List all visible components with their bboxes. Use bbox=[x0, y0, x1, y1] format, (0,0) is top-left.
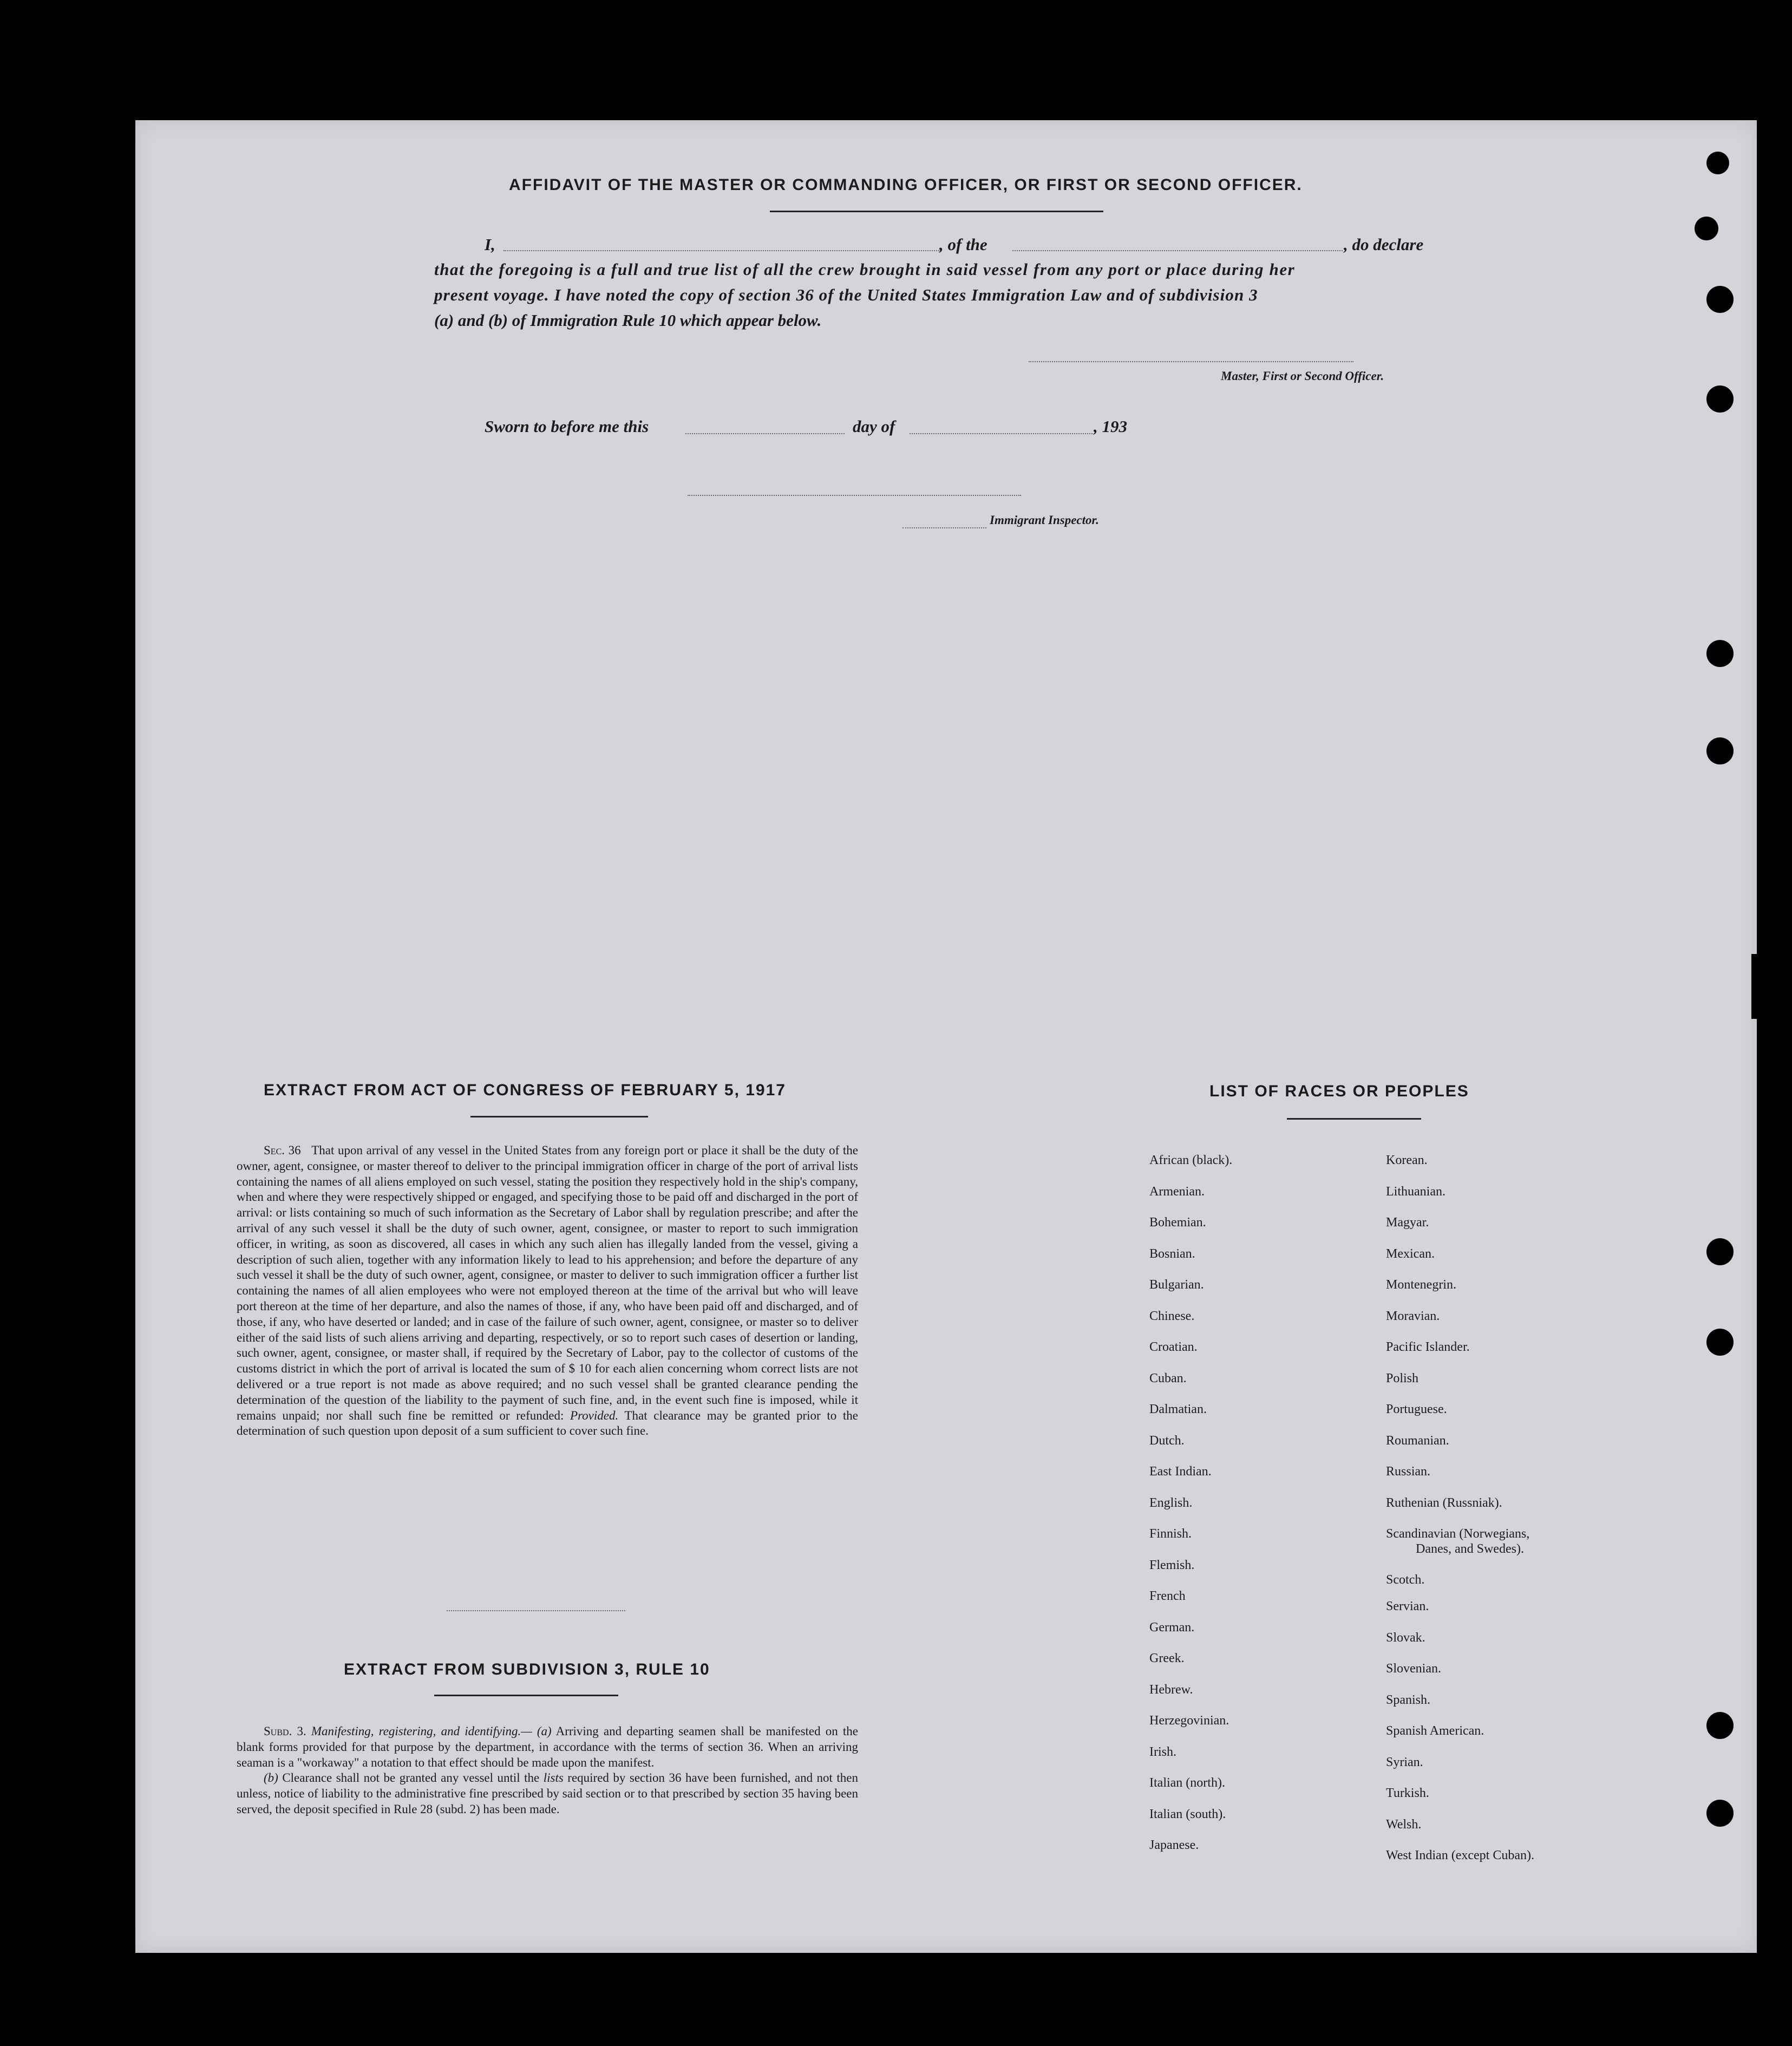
affidavit-declare: , do declare bbox=[1344, 235, 1424, 254]
race-item: Cuban. bbox=[1149, 1371, 1187, 1385]
signature-line bbox=[1029, 361, 1353, 362]
inspector-label: Immigrant Inspector. bbox=[990, 513, 1099, 527]
race-item: Bulgarian. bbox=[1149, 1278, 1204, 1292]
subd-heading: Manifesting, registering, and identifying.— (a) bbox=[311, 1724, 552, 1738]
race-item: Finnish. bbox=[1149, 1527, 1192, 1541]
punch-hole bbox=[1706, 1329, 1734, 1356]
signature-label: Master, First or Second Officer. bbox=[1221, 369, 1384, 383]
race-item: Croatian. bbox=[1149, 1340, 1198, 1354]
race-item: Dutch. bbox=[1149, 1433, 1185, 1448]
punch-hole bbox=[1706, 385, 1734, 413]
punch-hole bbox=[1706, 640, 1734, 667]
punch-hole bbox=[1706, 1238, 1734, 1265]
race-item: Servian. bbox=[1386, 1599, 1429, 1613]
races-right-column bbox=[1386, 1153, 1592, 1879]
race-item: Polish bbox=[1386, 1371, 1419, 1385]
para-a-text: Arriving and departing seamen shall be manifested on the blank forms provided for that purpose by the department, in accordance with the terms of section 36. When an arriving seaman is a "workaway" a notation to that effect should be made upon the manifest. bbox=[237, 1724, 858, 1769]
b-label: (b) bbox=[264, 1771, 278, 1785]
race-item: Turkish. bbox=[1386, 1786, 1429, 1800]
rule-subdivision-3 bbox=[237, 1724, 858, 1818]
race-item: Roumanian. bbox=[1386, 1433, 1449, 1448]
race-item: West Indian (except Cuban). bbox=[1386, 1848, 1534, 1862]
races-title: LIST OF RACES OR PEOPLES bbox=[1209, 1082, 1469, 1100]
punch-hole bbox=[1706, 737, 1734, 764]
punch-hole bbox=[1695, 217, 1718, 240]
races-title-rule bbox=[1287, 1118, 1421, 1120]
race-item: Pacific Islander. bbox=[1386, 1340, 1470, 1354]
race-item: Welsh. bbox=[1386, 1817, 1422, 1832]
punch-hole bbox=[1706, 152, 1729, 174]
section-divider bbox=[447, 1610, 625, 1611]
race-item: Ruthenian (Russniak). bbox=[1386, 1495, 1502, 1510]
punch-hole bbox=[1706, 1712, 1734, 1739]
race-item: Spanish American. bbox=[1386, 1724, 1484, 1738]
inspector-line-lead bbox=[902, 527, 986, 528]
affidavit-of-the: , of the bbox=[939, 235, 987, 254]
race-item: German. bbox=[1149, 1620, 1195, 1635]
race-item: Russian. bbox=[1386, 1465, 1431, 1479]
race-item: Mexican. bbox=[1386, 1246, 1435, 1261]
sworn-day-of: day of bbox=[853, 417, 895, 436]
affidavit-text-line: present voyage. I have noted the copy of section 36 of the United States Immigration Law and of subdivision 3 bbox=[434, 285, 1258, 304]
edge-damage bbox=[1751, 954, 1757, 1019]
affidavit-i: I, bbox=[485, 235, 495, 254]
race-item: Italian (north). bbox=[1149, 1776, 1225, 1790]
affidavit-text-line: that the foregoing is a full and true list of all the crew brought in said vessel from any port or place during her bbox=[434, 260, 1296, 279]
race-item: East Indian. bbox=[1149, 1465, 1212, 1479]
race-item: Italian (south). bbox=[1149, 1807, 1226, 1821]
race-item: Armenian. bbox=[1149, 1184, 1205, 1199]
rule-extract-rule bbox=[434, 1695, 618, 1696]
race-item: Flemish. bbox=[1149, 1558, 1195, 1572]
race-item: Irish. bbox=[1149, 1744, 1176, 1759]
sworn-day-blank bbox=[685, 433, 845, 434]
race-item: Herzegovinian. bbox=[1149, 1714, 1229, 1728]
sworn-month-blank bbox=[910, 433, 1093, 434]
subd-label: Subd. 3. bbox=[264, 1724, 306, 1738]
para-b-text-1: Clearance shall not be granted any vessel until the bbox=[282, 1771, 540, 1785]
section-label: Sec. 36 bbox=[264, 1143, 301, 1157]
race-item: Greek. bbox=[1149, 1651, 1185, 1665]
race-item: Bohemian. bbox=[1149, 1215, 1206, 1230]
race-item: Japanese. bbox=[1149, 1838, 1199, 1852]
race-item: English. bbox=[1149, 1495, 1193, 1510]
race-item: Slovak. bbox=[1386, 1630, 1425, 1645]
race-item: Dalmatian. bbox=[1149, 1402, 1207, 1416]
vessel-name-blank bbox=[1012, 250, 1343, 251]
act-extract-rule bbox=[470, 1116, 648, 1117]
document-page bbox=[135, 120, 1757, 1953]
affidavit-title: AFFIDAVIT OF THE MASTER OR COMMANDING OFFICER, OR FIRST OR SECOND OFFICER. bbox=[509, 176, 1303, 194]
race-item-line: Scandinavian (Norwegians, bbox=[1386, 1527, 1530, 1541]
races-left-column bbox=[1149, 1153, 1232, 1869]
race-item: Bosnian. bbox=[1149, 1246, 1195, 1261]
affidavit-text-line: (a) and (b) of Immigration Rule 10 which appear below. bbox=[434, 311, 822, 330]
race-item bbox=[1386, 1526, 1592, 1572]
punch-hole bbox=[1706, 1800, 1734, 1827]
act-section-36 bbox=[237, 1143, 858, 1439]
race-item: Lithuanian. bbox=[1386, 1184, 1446, 1199]
provided-word: Provided. bbox=[570, 1408, 619, 1422]
inspector-signature-line bbox=[688, 495, 1021, 496]
race-item: Magyar. bbox=[1386, 1215, 1429, 1230]
para-b-text-2: required by section 36 have been furnished, and not then unless, notice of liability to the administrative fine prescribed by said section or to that prescribed by section 35 having been served, the deposit specified in Rule 28 (subd. 2) has been made. bbox=[237, 1771, 859, 1816]
section-36-body: That upon arrival of any vessel in the United States from any foreign port or place it shall be the duty of the owner, agent, consignee, or master thereof to deliver to the principal immigration officer in charge of the port of arrival lists containing the names of all aliens employed on such vessel, stating the position they respectively hold in the ship's company, when and where they were respectively shipped or engaged, and specifying those to be paid off and discharged in the port of arrival: or lists containing so much of such information as the Secretary of Labor shall by regulation prescribe; and after the arrival of any such vessel it shall be the duty of such owner, agent, consignee, or master to report to such immigration officer, in writing, as soon as discovered, all cases in which any such alien has illegally landed from the vessel, giving a description of such alien, together with any information likely to lead to his apprehension; and before the departure of any such vessel it shall be the duty of such owner, agent, consignee, or master to deliver to such immigration officer a further list containing the names of all alien employees who were not employed thereon at the time of the arrival but who will leave port thereon at the time of her departure, and also the names of those, if any, who have been paid off and discharged, and of those, if any, who have deserted or landed; and in case of the failure of such owner, agent, consignee, or master so to deliver either of the said lists of such aliens arriving and departing, respectively, or so to report such cases of desertion or landing, such owner, agent, consignee, or master shall, if required by the Secretary of Labor, pay to the collector of customs of the customs district in which the port of arrival is located the sum of $ 10 for each alien concerning whom correct lists are not delivered or a true report is not made as above required; and no such vessel shall be granted clearance pending the determination of the question of the liability to the payment of such fine, and, in the event such fine is imposed, while it remains unpaid; nor shall such fine be remitted or refunded: bbox=[237, 1143, 858, 1422]
sworn-text: Sworn to before me this bbox=[485, 417, 649, 436]
race-item: Montenegrin. bbox=[1386, 1278, 1456, 1292]
race-item: Portuguese. bbox=[1386, 1402, 1447, 1416]
sworn-year: , 193 bbox=[1094, 417, 1127, 436]
race-item: Syrian. bbox=[1386, 1755, 1423, 1769]
race-item: Hebrew. bbox=[1149, 1682, 1193, 1697]
race-item: Chinese. bbox=[1149, 1309, 1195, 1323]
race-item: Slovenian. bbox=[1386, 1662, 1441, 1676]
act-extract-title: EXTRACT FROM ACT OF CONGRESS OF FEBRUARY 5, 1917 bbox=[264, 1081, 786, 1099]
lists-word: lists bbox=[543, 1771, 564, 1785]
race-item: African (black). bbox=[1149, 1153, 1233, 1167]
master-name-blank bbox=[503, 250, 941, 251]
race-item: Spanish. bbox=[1386, 1692, 1431, 1707]
race-item-line: Danes, and Swedes). bbox=[1416, 1542, 1524, 1556]
race-item: French bbox=[1149, 1589, 1186, 1603]
rule-extract-title: EXTRACT FROM SUBDIVISION 3, RULE 10 bbox=[344, 1661, 710, 1678]
affidavit-title-rule bbox=[770, 211, 1103, 212]
punch-hole bbox=[1706, 286, 1734, 313]
section-36-end: That clearance may be granted prior to the determination of such question upon deposit of a sum sufficient to cover such fine. bbox=[237, 1408, 858, 1438]
race-item: Moravian. bbox=[1386, 1309, 1440, 1323]
race-item: Korean. bbox=[1386, 1153, 1428, 1167]
race-item: Scotch. bbox=[1386, 1573, 1425, 1587]
